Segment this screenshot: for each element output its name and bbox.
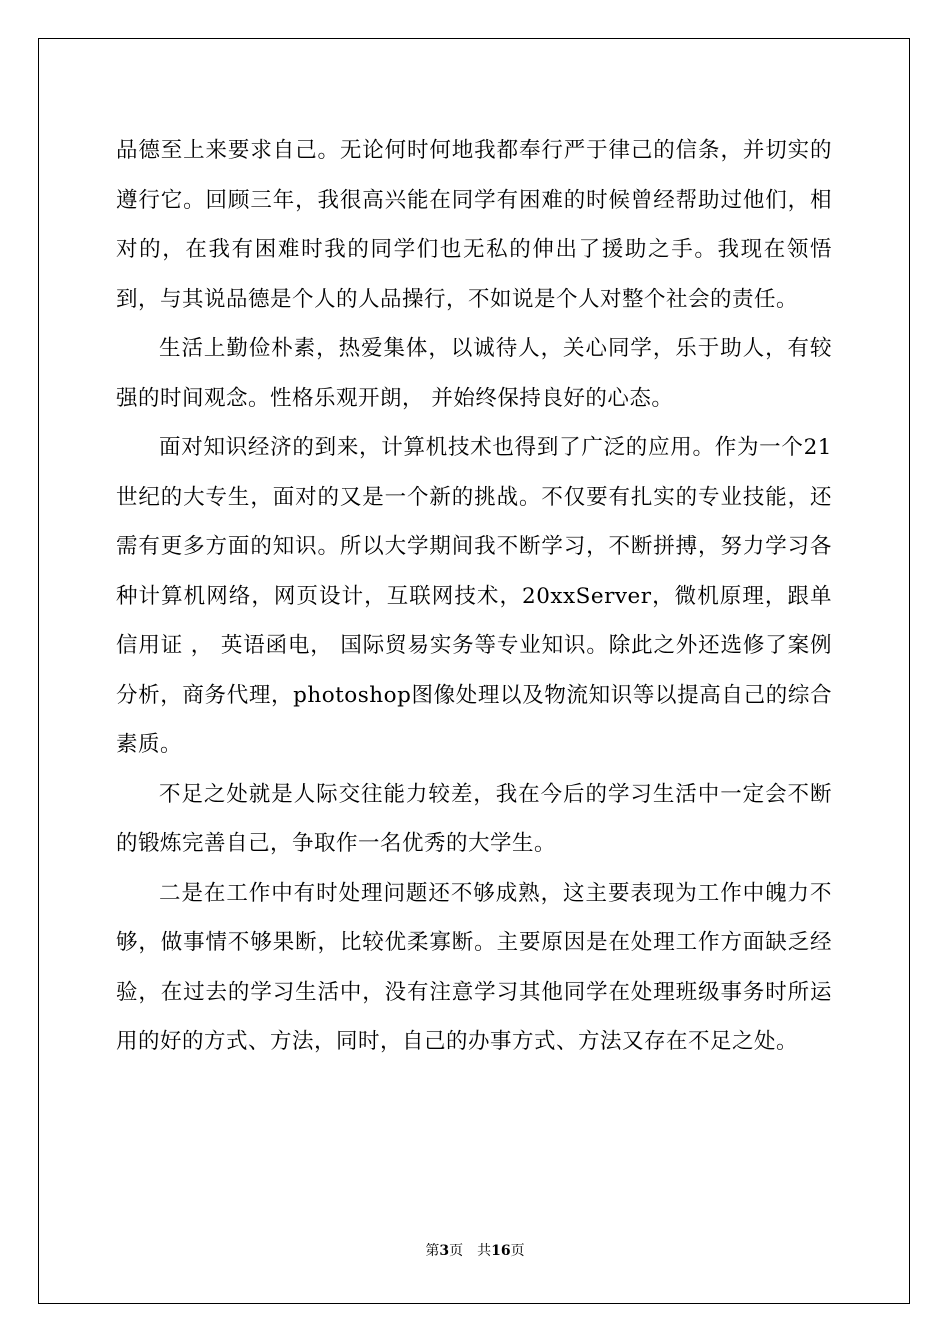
paragraph-2: 生活上勤俭朴素，热爱集体，以诚待人，关心同学，乐于助人，有较强的时间观念。性格乐观开朗， 并始终保持良好的心态。: [116, 336, 832, 411]
total-prefix: 共: [477, 1243, 492, 1259]
page-number: 3: [439, 1243, 450, 1259]
paragraph-5: 二是在工作中有时处理问题还不够成熟，这主要表现为工作中魄力不够，做事情不够果断，比较优柔寡断。主要原因是在处理工作方面缺乏经验，在过去的学习生活中，没有注意学习其他同学在处理班级事务时所运用的好的方式、方法，同时，自己的办事方式、方法又存在不足之处。: [116, 880, 832, 1054]
paragraph-1: 品德至上来要求自己。无论何时何地我都奉行严于律己的信条，并切实的遵行它。回顾三年，我很高兴能在同学有困难的时候曾经帮助过他们，相对的，在我有困难时我的同学们也无私的伸出了援助之手。我现在领悟到，与其说品德是个人的人品操行，不如说是个人对整个社会的责任。: [116, 138, 832, 312]
total-pages: 16: [491, 1243, 511, 1259]
paragraph-4: 不足之处就是人际交往能力较差，我在今后的学习生活中一定会不断的锻炼完善自己，争取作一名优秀的大学生。: [116, 781, 832, 856]
document-body: [116, 126, 832, 1067]
page-footer: [0, 1240, 950, 1260]
page-prefix: 第: [425, 1243, 440, 1259]
total-suffix: 页: [510, 1243, 525, 1259]
paragraph-3: 面对知识经济的到来，计算机技术也得到了广泛的应用。作为一个21世纪的大专生，面对的又是一个新的挑战。不仅要有扎实的专业技能，还需有更多方面的知识。所以大学期间我不断学习，不断拼搏，努力学习各种计算机网络，网页设计，互联网技术，20xxServer，微机原理，跟单信用证 ， 英语函电， 国际贸易实务等专业知识。除此之外还选修了案例分析，商务代理，photoshop图像处理以及物流知识等以提高自己的综合素质。: [116, 435, 832, 757]
page-suffix: 页: [449, 1243, 464, 1259]
